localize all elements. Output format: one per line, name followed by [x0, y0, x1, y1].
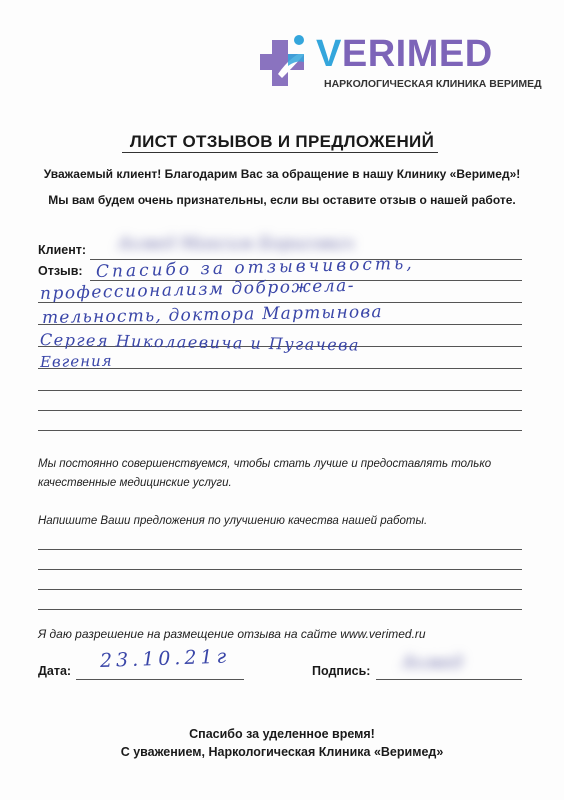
- review-line-7: [38, 410, 522, 411]
- date-field-line: [76, 679, 244, 680]
- publication-permission: Я даю разрешение на размещение отзыва на сайте www.verimed.ru: [38, 627, 426, 641]
- intro-line-1: Уважаемый клиент! Благодарим Вас за обращение в нашу Клинику «Веримед»!: [43, 167, 521, 181]
- form-title: ЛИСТ ОТЗЫВОВ И ПРЕДЛОЖЕНИЙ: [129, 132, 435, 151]
- handwritten-date: 23.10.21г: [99, 645, 231, 672]
- suggestions-line-3: [38, 589, 522, 590]
- logo-wordmark: [316, 33, 493, 76]
- suggestions-prompt: Напишите Ваши предложения по улучшению качества нашей работы.: [38, 515, 428, 527]
- signature-redacted: Ахмед: [402, 652, 463, 673]
- medical-cross-logo-icon: [258, 30, 314, 90]
- review-line-6: [38, 390, 522, 391]
- client-name-redacted: Ахмед Максим Борисович: [118, 234, 355, 254]
- intro-line-2: Мы вам будем очень признательны, если вы оставите отзыв о нашей работе.: [48, 193, 516, 207]
- logo-wordmark-rest: ERIMED: [341, 33, 493, 75]
- review-label: Отзыв:: [38, 264, 83, 278]
- logo-subtitle: НАРКОЛОГИЧЕСКАЯ КЛИНИКА ВЕРИМЕД: [324, 78, 542, 90]
- review-line-8: [38, 430, 522, 431]
- improve-text-line-1: Мы постоянно совершенствуемся, чтобы стать лучше и предоставлять только: [38, 458, 492, 470]
- handwritten-review-line-1: Спасибо за отзывчивость,: [95, 253, 415, 282]
- handwritten-review-line-3: тельность, доктора Мартынова: [41, 302, 383, 328]
- handwritten-review-line-4: Сергея Николаевича и Пугачева: [39, 330, 361, 355]
- handwritten-review-line-5: Евгения: [39, 351, 113, 371]
- signature-field-line: [376, 679, 522, 680]
- handwritten-review-line-2: профессионализм доброжела-: [39, 275, 356, 304]
- footer-regards: С уважением, Наркологическая Клиника «Веримед»: [120, 745, 444, 759]
- date-label: Дата:: [38, 664, 72, 678]
- logo-wordmark-v: V: [316, 33, 342, 75]
- verimed-logo: [258, 30, 542, 94]
- suggestions-line-4: [38, 609, 522, 610]
- title-underline: [122, 152, 438, 153]
- suggestions-line-2: [38, 569, 522, 570]
- improve-text-line-2: качественные медицинские услуги.: [38, 477, 232, 489]
- client-label: Клиент:: [38, 243, 87, 257]
- suggestions-line-1: [38, 549, 522, 550]
- signature-label: Подпись:: [312, 664, 371, 678]
- footer-thanks: Спасибо за уделенное время!: [189, 727, 375, 741]
